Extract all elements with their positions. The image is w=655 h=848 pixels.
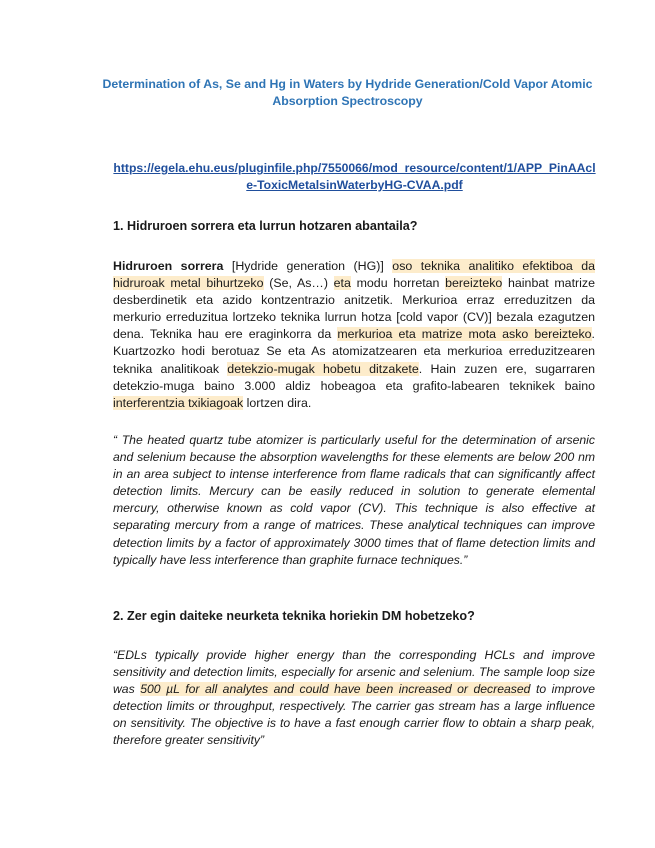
paragraph-text: lortzen dira. <box>243 395 312 410</box>
highlight: interferentzia txikiagoak <box>113 395 244 410</box>
highlight: 500 µL for all analytes and could have been increased or decreased <box>140 682 531 697</box>
document-title: Determination of As, Se and Hg in Waters by Hydride Generation/Cold Vapor Atomic Absorption Spectroscopy <box>102 77 593 108</box>
section-1-quote: “ The heated quartz tube atomizer is particularly useful for the determination of arsenic and selenium because the absorption wavelengths for these elements are below 200 nm in an area subject to intense interference from flame radicals that can significantly affect detection limits. Mercury can be easily reduced in solution to generate elemental mercury, otherwise known as cold vapor (CV). This technique is also effective at separating mercury from a range of matrices. These analytical techniques can improve detection limits by a factor of approximately 3000 times that of flame detection limits and typically have less interference than graphite furnace techniques.” <box>113 433 595 567</box>
highlight: detekzio-mugak hobetu ditzakete <box>227 361 419 376</box>
paragraph-text: hainbat matrize desberdinetik eta azido kontzentrazio anitzetik. Merkurioa erraz erreduzitzen da merkurio erreduzitua lortzeko teknika lurrun hotza [cold vapor (CV)] bezala ezagutzen dena. Teknika hau ere eraginkorra da <box>113 276 595 342</box>
highlight: bereizteko <box>445 276 503 291</box>
paragraph-text: . Hain zuzen ere, sugarraren detekzio-muga baino 3.000 aldiz hobeagoa eta grafito-labearen teknikek baino <box>113 361 595 393</box>
paragraph-text: (Se, As…) <box>263 276 334 291</box>
source-link[interactable]: https://egela.ehu.eus/pluginfile.php/7550066/mod_resource/content/1/APP_PinAAcle-ToxicMetalsinWaterbyHG-CVAA.pdf <box>113 161 596 192</box>
section-1-paragraph <box>113 258 595 412</box>
paragraph-text: . Kuartzozko hodi berotuaz Se eta As atomizatzearen eta merkurioa erreduzitzearen teknika analitikoak <box>113 327 595 376</box>
quote-text: “EDLs typically provide higher energy than the corresponding HCLs and improve sensitivity and detection limits, especially for arsenic and selenium. The sample loop size was <box>113 648 595 697</box>
section-1-heading: 1. Hidruroen sorrera eta lurrun hotzaren abantaila? <box>113 219 418 233</box>
paragraph-text: modu horretan <box>350 276 446 291</box>
paragraph-text: [Hydride generation (HG)] <box>223 259 393 273</box>
highlight: merkurioa eta matrize mota asko bereizteko <box>337 327 592 342</box>
section-2-heading: 2. Zer egin daiteke neurketa teknika horiekin DM hobetzeko? <box>113 609 475 623</box>
quote-text: to improve detection limits or throughput, respectively. The carrier gas stream has a large influence on sensitivity. The objective is to have a fast enough carrier flow to obtain a sharp peak, therefore greater sensitivity” <box>113 682 595 748</box>
paragraph-bold-term: Hidruroen sorrera <box>113 259 224 273</box>
section-2-quote <box>113 647 595 750</box>
highlight: oso teknika analitiko efektiboa da hidruroak metal bihurtzeko <box>113 259 595 291</box>
highlight: eta <box>333 276 351 291</box>
